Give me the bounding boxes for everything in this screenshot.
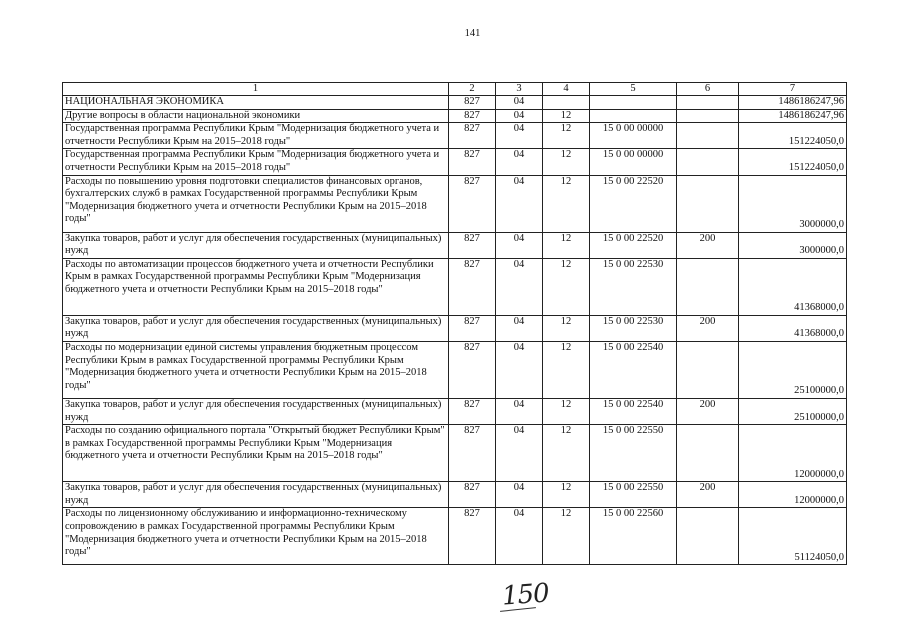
row-target-article-cell: 15 0 00 22530 <box>590 315 677 341</box>
table-row <box>63 341 847 398</box>
row-code-cell: 827 <box>449 398 496 424</box>
column-header: 4 <box>543 83 590 96</box>
row-section-cell: 04 <box>496 109 543 123</box>
row-code-cell: 827 <box>449 123 496 149</box>
row-subsection-cell: 12 <box>543 508 590 565</box>
row-section-cell: 04 <box>496 232 543 258</box>
row-amount-cell: 3000000,0 <box>739 175 847 232</box>
row-target-article-cell: 15 0 00 00000 <box>590 123 677 149</box>
table-row <box>63 315 847 341</box>
row-expense-type-cell <box>677 96 739 110</box>
row-name-cell: Закупка товаров, работ и услуг для обеспечения государственных (муниципальных) нужд <box>63 482 449 508</box>
column-header: 7 <box>739 83 847 96</box>
row-section-cell: 04 <box>496 425 543 482</box>
table-row <box>63 175 847 232</box>
row-section-cell: 04 <box>496 149 543 175</box>
row-code-cell: 827 <box>449 482 496 508</box>
table-row <box>63 508 847 565</box>
row-code-cell: 827 <box>449 425 496 482</box>
row-amount-cell: 12000000,0 <box>739 482 847 508</box>
row-subsection-cell: 12 <box>543 425 590 482</box>
row-code-cell: 827 <box>449 341 496 398</box>
row-target-article-cell <box>590 109 677 123</box>
row-subsection-cell: 12 <box>543 149 590 175</box>
row-target-article-cell <box>590 96 677 110</box>
row-amount-cell: 25100000,0 <box>739 341 847 398</box>
table-row <box>63 123 847 149</box>
row-name-cell: Расходы по лицензионному обслуживанию и информационно-техническому сопровождению в рамках Государственной программы Республики Крым "Модернизация бюджетного учета и отчетности Республики Крым на 2015–2018 годы" <box>63 508 449 565</box>
budget-table <box>62 82 847 565</box>
row-target-article-cell: 15 0 00 22520 <box>590 232 677 258</box>
row-subsection-cell: 12 <box>543 109 590 123</box>
row-code-cell: 827 <box>449 258 496 315</box>
row-section-cell: 04 <box>496 123 543 149</box>
row-section-cell: 04 <box>496 175 543 232</box>
row-expense-type-cell <box>677 341 739 398</box>
row-amount-cell: 151224050,0 <box>739 149 847 175</box>
row-expense-type-cell <box>677 425 739 482</box>
row-amount-cell: 1486186247,96 <box>739 96 847 110</box>
row-amount-cell: 3000000,0 <box>739 232 847 258</box>
table-row <box>63 398 847 424</box>
row-section-cell: 04 <box>496 96 543 110</box>
row-section-cell: 04 <box>496 398 543 424</box>
row-name-cell: Закупка товаров, работ и услуг для обеспечения государственных (муниципальных) нужд <box>63 398 449 424</box>
column-header: 3 <box>496 83 543 96</box>
row-section-cell: 04 <box>496 315 543 341</box>
row-name-cell: Государственная программа Республики Крым "Модернизация бюджетного учета и отчетности Республики Крым на 2015–2018 годы" <box>63 149 449 175</box>
row-subsection-cell: 12 <box>543 123 590 149</box>
row-code-cell: 827 <box>449 508 496 565</box>
handwritten-page-number: 150 <box>501 578 550 612</box>
row-target-article-cell: 15 0 00 22540 <box>590 341 677 398</box>
row-amount-cell: 12000000,0 <box>739 425 847 482</box>
row-expense-type-cell <box>677 149 739 175</box>
row-subsection-cell: 12 <box>543 232 590 258</box>
row-target-article-cell: 15 0 00 22540 <box>590 398 677 424</box>
row-target-article-cell: 15 0 00 22520 <box>590 175 677 232</box>
row-target-article-cell: 15 0 00 00000 <box>590 149 677 175</box>
row-code-cell: 827 <box>449 149 496 175</box>
row-target-article-cell: 15 0 00 22550 <box>590 482 677 508</box>
row-section-cell: 04 <box>496 258 543 315</box>
table-row <box>63 232 847 258</box>
row-section-cell: 04 <box>496 341 543 398</box>
table-row <box>63 482 847 508</box>
row-code-cell: 827 <box>449 96 496 110</box>
column-header: 6 <box>677 83 739 96</box>
row-expense-type-cell: 200 <box>677 398 739 424</box>
row-expense-type-cell: 200 <box>677 232 739 258</box>
row-expense-type-cell: 200 <box>677 315 739 341</box>
table-row <box>63 258 847 315</box>
row-code-cell: 827 <box>449 232 496 258</box>
column-header: 2 <box>449 83 496 96</box>
row-subsection-cell: 12 <box>543 482 590 508</box>
table-row <box>63 96 847 110</box>
row-target-article-cell: 15 0 00 22560 <box>590 508 677 565</box>
table-row <box>63 109 847 123</box>
row-expense-type-cell <box>677 175 739 232</box>
row-subsection-cell: 12 <box>543 341 590 398</box>
row-name-cell: Государственная программа Республики Крым "Модернизация бюджетного учета и отчетности Республики Крым на 2015–2018 годы" <box>63 123 449 149</box>
row-subsection-cell: 12 <box>543 175 590 232</box>
row-name-cell: Другие вопросы в области национальной экономики <box>63 109 449 123</box>
row-name-cell: Закупка товаров, работ и услуг для обеспечения государственных (муниципальных) нужд <box>63 232 449 258</box>
row-expense-type-cell <box>677 109 739 123</box>
row-amount-cell: 41368000,0 <box>739 315 847 341</box>
page-number: 141 <box>464 28 481 39</box>
row-name-cell: Расходы по автоматизации процессов бюджетного учета и отчетности Республики Крым в рамках Государственной программы Республики Крым "Модернизация бюджетного учета и отчетности Республики Крым на 2015–2018 годы" <box>63 258 449 315</box>
table-row <box>63 425 847 482</box>
row-amount-cell: 1486186247,96 <box>739 109 847 123</box>
row-expense-type-cell <box>677 508 739 565</box>
row-subsection-cell: 12 <box>543 315 590 341</box>
row-code-cell: 827 <box>449 315 496 341</box>
row-code-cell: 827 <box>449 175 496 232</box>
row-amount-cell: 41368000,0 <box>739 258 847 315</box>
row-subsection-cell: 12 <box>543 258 590 315</box>
row-section-cell: 04 <box>496 508 543 565</box>
row-amount-cell: 25100000,0 <box>739 398 847 424</box>
row-name-cell: Закупка товаров, работ и услуг для обеспечения государственных (муниципальных) нужд <box>63 315 449 341</box>
table-header-row <box>63 83 847 96</box>
row-amount-cell: 151224050,0 <box>739 123 847 149</box>
row-subsection-cell <box>543 96 590 110</box>
column-header: 1 <box>63 83 449 96</box>
row-subsection-cell: 12 <box>543 398 590 424</box>
row-expense-type-cell <box>677 258 739 315</box>
row-section-cell: 04 <box>496 482 543 508</box>
row-target-article-cell: 15 0 00 22530 <box>590 258 677 315</box>
row-amount-cell: 51124050,0 <box>739 508 847 565</box>
row-expense-type-cell <box>677 123 739 149</box>
row-target-article-cell: 15 0 00 22550 <box>590 425 677 482</box>
row-name-cell: Расходы по модернизации единой системы управления бюджетным процессом Республики Крым в рамках Государственной программы Республики Крым "Модернизация бюджетного учета и отчетности Республики Крым на 2015–2018 годы" <box>63 341 449 398</box>
column-header: 5 <box>590 83 677 96</box>
row-name-cell: Расходы по созданию официального портала "Открытый бюджет Республики Крым" в рамках Государственной программы Республики Крым "Модернизация бюджетного учета и отчетности Республики Крым на 2015–2018 годы" <box>63 425 449 482</box>
row-code-cell: 827 <box>449 109 496 123</box>
row-expense-type-cell: 200 <box>677 482 739 508</box>
table-row <box>63 149 847 175</box>
row-name-cell: НАЦИОНАЛЬНАЯ ЭКОНОМИКА <box>63 96 449 110</box>
row-name-cell: Расходы по повышению уровня подготовки специалистов финансовых органов, бухгалтерских служб в рамках Государственной программы Республики Крым "Модернизация бюджетного учета и отчетности Республики Крым на 2015–2018 годы" <box>63 175 449 232</box>
